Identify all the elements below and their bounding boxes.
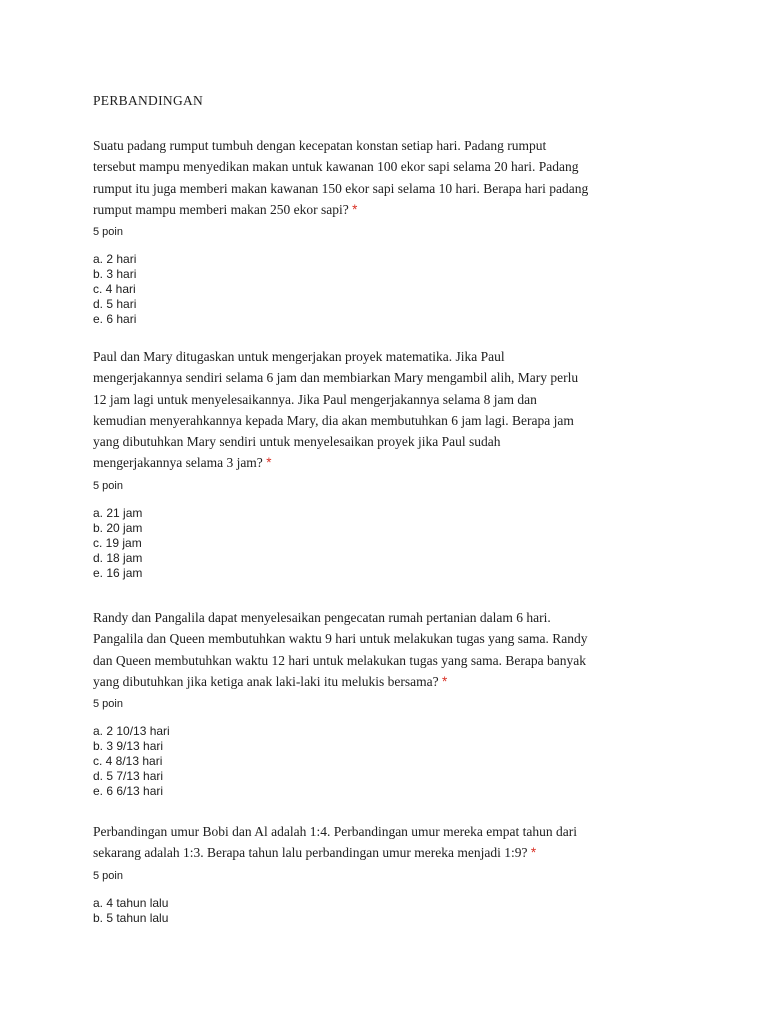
answer-option[interactable]: b. 3 9/13 hari [93,739,164,754]
answer-option[interactable]: d. 5 7/13 hari [93,769,164,784]
page-title: PERBANDINGAN [93,93,204,108]
required-asterisk: * [352,201,358,217]
required-asterisk: * [442,673,448,689]
answer-options [93,506,683,581]
answer-option[interactable]: e. 6 hari [93,312,137,327]
answer-option[interactable]: b. 5 tahun lalu [93,910,169,925]
question-text-body: Suatu padang rumput tumbuh dengan kecepatan konstan setiap hari. Padang rumput tersebut mampu menyedikan makan untuk kawanan 100 ekor sapi selama 20 hari. Padang rumput itu juga memberi makan kawanan 150 ekor sapi selama 10 hari. Berapa hari padang rumput mampu memberi makan 250 ekor sapi? [93,138,589,217]
question-text [93,346,683,474]
answer-option[interactable]: e. 6 6/13 hari [93,784,164,799]
question-points: 5 poin [93,698,123,711]
question-points: 5 poin [93,479,123,492]
question-points: 5 poin [93,226,123,239]
answer-options [93,896,683,926]
answer-option[interactable]: c. 4 8/13 hari [93,754,163,769]
question-text-body: Perbandingan umur Bobi dan Al adalah 1:4. Perbandingan umur mereka empat tahun dari sekarang adalah 1:3. Berapa tahun lalu perbandingan umur mereka menjadi 1:9? [93,824,577,861]
question-text-body: Randy dan Pangalila dapat menyelesaikan pengecatan rumah pertanian dalam 6 hari. Pangalila dan Queen membutuhkan waktu 9 hari untuk melakukan tugas yang sama. Randy dan Queen membutuhkan waktu 12 hari untuk melakukan tugas yang sama. Berapa banyak yang dibutuhkan jika ketiga anak laki-laki itu melukis bersama? [93,610,588,689]
question-3 [93,607,683,799]
question-text [93,135,683,220]
question-1 [93,135,683,327]
answer-option[interactable]: b. 20 jam [93,520,143,535]
question-points: 5 poin [93,869,123,882]
answer-option[interactable]: a. 2 10/13 hari [93,724,170,739]
required-asterisk: * [530,845,537,861]
question-text [93,607,683,692]
question-2 [93,346,683,581]
answer-option[interactable]: a. 2 hari [93,252,137,267]
question-text [93,821,683,864]
question-4 [93,821,683,926]
answer-option[interactable]: a. 4 tahun lalu [93,895,169,910]
question-text-body: Paul dan Mary ditugaskan untuk mengerjakan proyek matematika. Jika Paul mengerjakannya sendiri selama 6 jam dan membiarkan Mary mengambil alih, Mary perlu 12 jam lagi untuk menyelesaikannya. Jika Paul mengerjakannya selama 8 jam dan kemudian menyerahkannya kepada Mary, dia akan membutuhkan 6 jam lagi. Berapa jam yang dibutuhkan Mary sendiri untuk menyelesaikan proyek jika Paul sudah mengerjakannya selama 3 jam? [93,349,579,471]
answer-option[interactable]: d. 18 jam [93,550,143,565]
answer-option[interactable]: b. 3 hari [93,267,137,282]
answer-option[interactable]: d. 5 hari [93,297,137,312]
answer-options [93,252,683,327]
answer-options [93,724,683,799]
answer-option[interactable]: a. 21 jam [93,505,143,520]
required-asterisk: * [266,455,272,471]
answer-option[interactable]: c. 4 hari [93,282,136,297]
answer-option[interactable]: c. 19 jam [93,535,142,550]
answer-option[interactable]: e. 16 jam [93,565,143,580]
